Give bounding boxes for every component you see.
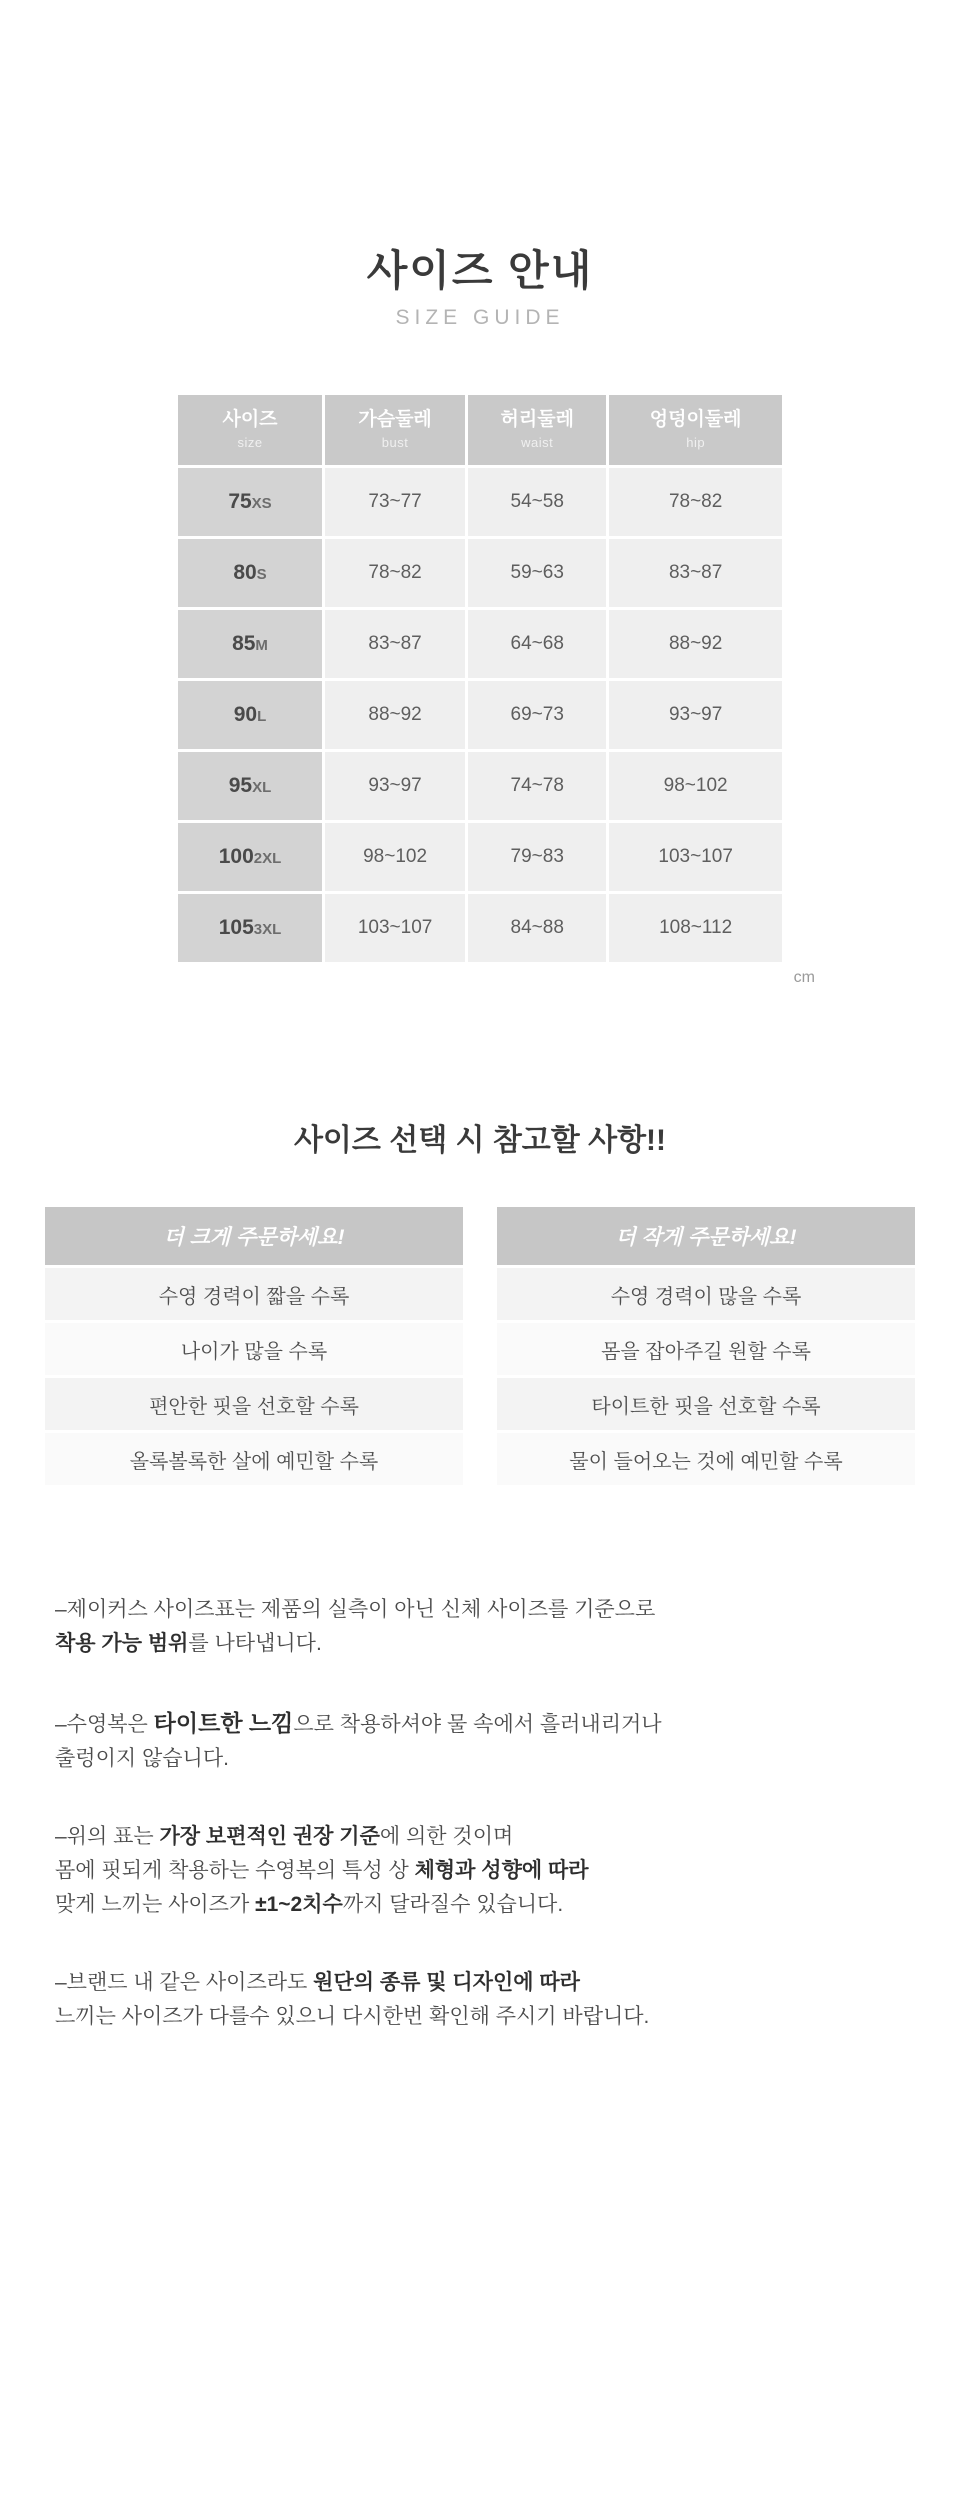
table-row: [178, 894, 782, 962]
cell-size-alpha: 3XL: [253, 921, 282, 938]
size-table-wrapper: [175, 392, 815, 986]
note-3-text-c: 에 의한 것이며: [379, 1825, 514, 1849]
table-header-row: [178, 395, 782, 465]
table-row: [178, 752, 782, 820]
cell-hip: 98~102: [609, 752, 782, 820]
col-header-waist: [468, 395, 606, 465]
note-4-text-c: 느끼는 사이즈가 다를수 있으니 다시한번 확인해 주시기 바랍니다.: [55, 2005, 650, 2029]
notice-heading: 사이즈 선택 시 참고할 사항!!: [293, 1124, 667, 1157]
list-item: 물이 들어오는 것에 예민할 수록: [497, 1433, 915, 1485]
cell-size-num: 75: [228, 490, 252, 513]
note-1-text-a: –제이커스 사이즈표는 제품의 실측이 아닌 신체 사이즈를 기준으로: [55, 1598, 656, 1621]
list-item: 편안한 핏을 선호할 수록: [45, 1378, 463, 1430]
cell-hip: 78~82: [609, 468, 782, 536]
cell-size-alpha: L: [257, 708, 267, 725]
col-header-waist-ko: 허리둘레: [500, 409, 574, 431]
table-row: [178, 681, 782, 749]
cell-hip: 88~92: [609, 610, 782, 678]
notice-columns: [45, 1207, 915, 1485]
cell-bust: 78~82: [325, 539, 465, 607]
cell-size-num: 105: [218, 916, 254, 939]
cell-size-num: 85: [232, 632, 256, 655]
column-header-smaller-label: 더 작게 주문하세요!: [615, 1226, 797, 1249]
table-row: [178, 468, 782, 536]
note-3-text-b: 가장 보편적인 권장 기준: [159, 1825, 380, 1849]
cell-hip: 103~107: [609, 823, 782, 891]
col-header-waist-en: waist: [521, 435, 554, 451]
note-paragraph-1: [55, 1593, 905, 1661]
cell-size-num: 80: [233, 561, 257, 584]
cell-size-alpha: XS: [251, 495, 272, 512]
column-header-bigger: [45, 1207, 463, 1265]
note-3-text-a: –위의 표는: [55, 1825, 160, 1849]
col-header-hip: [609, 395, 782, 465]
cell-hip: 93~97: [609, 681, 782, 749]
note-2-text-a: –수영복은: [55, 1713, 154, 1737]
notes-section: [55, 1593, 905, 2228]
cell-bust: 93~97: [325, 752, 465, 820]
unit-label: cm: [793, 969, 815, 986]
list-item: 수영 경력이 짧을 수록: [45, 1268, 463, 1320]
cell-bust: 103~107: [325, 894, 465, 962]
list-item: 올록볼록한 살에 예민할 수록: [45, 1433, 463, 1485]
cell-size: [178, 468, 322, 536]
list-item: 몸을 잡아주길 원할 수록: [497, 1323, 915, 1375]
size-table-head: [178, 395, 782, 465]
size-table-body: [178, 468, 782, 962]
table-row: [178, 610, 782, 678]
cell-size-num: 100: [218, 845, 254, 868]
cell-bust: 88~92: [325, 681, 465, 749]
cell-bust: 83~87: [325, 610, 465, 678]
cell-size-alpha: S: [256, 566, 267, 583]
cell-waist: 84~88: [468, 894, 606, 962]
note-paragraph-3: [55, 1820, 905, 1922]
col-header-bust: [325, 395, 465, 465]
cell-size: [178, 894, 322, 962]
cell-size: [178, 823, 322, 891]
cell-bust: 98~102: [325, 823, 465, 891]
cell-bust: 73~77: [325, 468, 465, 536]
page-title: 사이즈 안내: [366, 247, 594, 294]
list-item: 수영 경력이 많을 수록: [497, 1268, 915, 1320]
col-header-hip-ko: 엉덩이둘레: [649, 409, 742, 431]
note-3-text-e: 체형과 성향에 따라: [414, 1859, 589, 1883]
note-3-text-g: ±1~2치수: [255, 1893, 343, 1917]
note-3-text-h: 까지 달라질수 있습니다.: [342, 1893, 564, 1917]
cell-size: [178, 610, 322, 678]
col-header-hip-en: hip: [686, 435, 706, 451]
col-header-size-ko: 사이즈: [222, 409, 278, 431]
column-order-bigger: [45, 1207, 463, 1485]
list-item: 나이가 많을 수록: [45, 1323, 463, 1375]
cell-size-alpha: 2XL: [253, 850, 282, 867]
cell-waist: 79~83: [468, 823, 606, 891]
note-3-text-f: 맞게 느끼는 사이즈가: [55, 1893, 256, 1917]
note-paragraph-4: [55, 1966, 905, 2034]
table-row: [178, 823, 782, 891]
col-header-size: [178, 395, 322, 465]
note-2-text-b: 타이트한 느낌: [153, 1710, 294, 1737]
cell-waist: 74~78: [468, 752, 606, 820]
cell-size: [178, 539, 322, 607]
note-2-text-c: 으로 착용하셔야 물 속에서 흘러내리거나: [293, 1713, 662, 1737]
note-4-text-b: 원단의 종류 및 디자인에 따라: [313, 1971, 580, 1995]
cell-hip: 83~87: [609, 539, 782, 607]
column-header-bigger-label: 더 크게 주문하세요!: [163, 1226, 345, 1249]
cell-size-num: 95: [228, 774, 253, 797]
note-paragraph-2: [55, 1705, 905, 1776]
page-title-block: [0, 0, 960, 330]
cell-waist: 59~63: [468, 539, 606, 607]
cell-size: [178, 752, 322, 820]
note-2-text-d: 출렁이지 않습니다.: [55, 1747, 229, 1771]
table-row: [178, 539, 782, 607]
cell-size-num: 90: [233, 703, 258, 726]
list-item: 타이트한 핏을 선호할 수록: [497, 1378, 915, 1430]
size-table: [175, 392, 785, 965]
cell-size-alpha: M: [255, 637, 268, 654]
cell-size-alpha: XL: [252, 779, 272, 796]
column-header-smaller: [497, 1207, 915, 1265]
cell-hip: 108~112: [609, 894, 782, 962]
note-4-text-a: –브랜드 내 같은 사이즈라도: [55, 1971, 314, 1995]
col-header-size-en: size: [237, 435, 263, 451]
cell-waist: 64~68: [468, 610, 606, 678]
cell-size: [178, 681, 322, 749]
column-order-smaller: [497, 1207, 915, 1485]
col-header-bust-en: bust: [381, 435, 409, 451]
cell-waist: 69~73: [468, 681, 606, 749]
col-header-bust-ko: 가슴둘레: [358, 409, 432, 431]
note-3-text-d: 몸에 핏되게 착용하는 수영복의 특성 상: [55, 1859, 415, 1883]
cell-waist: 54~58: [468, 468, 606, 536]
page-subtitle: SIZE GUIDE: [395, 306, 565, 329]
note-1-text-c: 를 나타냅니다.: [188, 1632, 322, 1656]
note-1-text-b: 착용 가능 범위: [55, 1632, 189, 1656]
